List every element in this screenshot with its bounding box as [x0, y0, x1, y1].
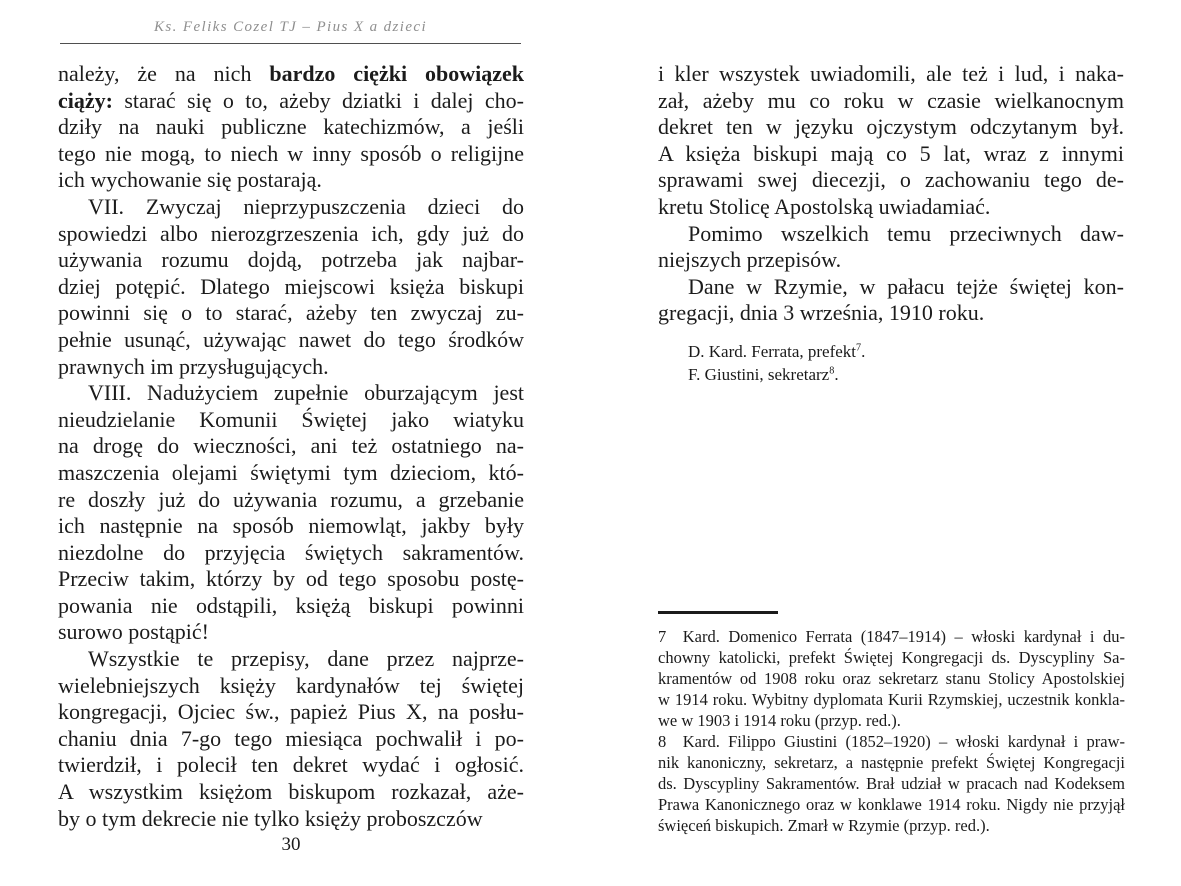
text-line: Wszystkie te przepisy, dane przez najprze-	[88, 646, 524, 672]
text-line: re doszły już do używania rozumu, a grzebanie	[58, 486, 524, 512]
text-line: 7 Kard. Domenico Ferrata (1847–1914) – włoski kardynał i du-	[658, 627, 1125, 646]
text-line: należy, że na nich bardzo ciężki obowiązek	[58, 61, 524, 86]
text-line: nik kanoniczny, sekretarz, a następnie prefekt Świętej Kongregacji	[658, 753, 1125, 772]
text-line: by o tym dekrecie nie tylko księży proboszczów	[58, 805, 483, 831]
text-line: twierdził, i polecił ten dekret wydać i ogłosić.	[58, 752, 524, 778]
text-line: nieudzielanie Komunii Świętej jako wiatyku	[58, 406, 524, 432]
page-number: 30	[281, 834, 301, 855]
text-line: niezdolne do przyjęcia świętych sakramentów.	[58, 539, 524, 565]
text-line: używania rozumu dojdą, potrzeba jak najbar-	[58, 247, 524, 273]
text-line: dekret ten w języku ojczystym odczytanym był.	[658, 114, 1124, 140]
left-text-column	[58, 61, 524, 832]
text-line: zał, ażeby mu co roku w czasie wielkanocnym	[658, 87, 1124, 113]
text-line: kretu Stolicę Apostolską uwiadamiać.	[658, 193, 991, 219]
paragraph	[58, 646, 524, 832]
running-head-title: Ks. Feliks Cozel TJ – Pius X a dzieci	[153, 19, 428, 35]
right-text-column	[658, 61, 1124, 386]
paragraph	[58, 194, 524, 380]
text-line: A wszystkim księżom biskupom rozkazał, aże-	[58, 779, 524, 805]
text-line: ich następnie na sposób niemowląt, jakby były	[58, 513, 524, 539]
text-line: w 1914 roku. Wybitny dyplomata Kurii Rzymskiej, uczestnik konkla-	[658, 690, 1125, 709]
text-line: spowiedzi albo nierozgrzeszenia ich, gdy już do	[58, 220, 524, 246]
text-line: święceń biskupich. Zmarł w Rzymie (przyp. red.).	[658, 816, 990, 835]
text-line: dziły na nauki publiczne katechizmów, a jeśli	[58, 114, 524, 140]
signature-line: D. Kard. Ferrata, prefekt$^7$.	[688, 341, 866, 361]
text-line: dziej potępić. Dlatego miejscowi księża biskupi	[58, 273, 524, 299]
paragraph	[658, 61, 1124, 221]
paragraph	[658, 626, 1125, 731]
paragraph	[58, 380, 524, 646]
text-line: kongregacji, Ojciec św., papież Pius X, na posłu-	[58, 699, 524, 725]
text-line: prawnych im przysługujących.	[58, 353, 329, 379]
text-line: na drogę do wieczności, ani też ostatniego na-	[58, 433, 524, 459]
signature-line: F. Giustini, sekretarz$^8$.	[688, 364, 839, 384]
text-line: surowo postąpić!	[58, 619, 209, 645]
paragraph	[658, 221, 1124, 274]
text-line: tego nie mogą, to niech w inny sposób o religijne	[58, 140, 524, 166]
footnote-rule-divider	[658, 611, 778, 614]
header-rule-divider	[60, 43, 521, 44]
text-line: Pomimo wszelkich temu przeciwnych daw-	[688, 220, 1124, 246]
text-line: maszczenia olejami świętymi tym dzieciom, któ-	[58, 459, 524, 485]
text-line: i kler wszystek uwiadomili, ale też i lud, i naka-	[658, 61, 1124, 86]
text-line: ich wychowanie się postarają.	[58, 167, 322, 193]
text-line: powinni się o to starać, ażeby ten zwyczaj zu-	[58, 300, 524, 326]
text-line: chaniu dnia 7-go tego miesiąca pochwalił i po-	[58, 725, 524, 751]
footnotes-section	[658, 611, 1125, 836]
right-column-paragraphs	[658, 61, 1124, 327]
text-line: niejszych przepisów.	[658, 247, 842, 273]
text-line: Przeciw takim, którzy by od tego sposobu postę-	[58, 566, 524, 592]
text-line: A księża biskupi mają co 5 lat, wraz z innymi	[658, 140, 1124, 166]
signature-block	[658, 340, 1124, 386]
text-line: kramentów od 1908 roku oraz sekretarz stanu Stolicy Apostolskiej	[658, 669, 1125, 688]
text-line: gregacji, dnia 3 września, 1910 roku.	[658, 300, 985, 326]
paragraph	[58, 61, 524, 194]
text-line: wielebniejszych księży kardynałów tej świętej	[58, 672, 524, 698]
text-line: we w 1903 i 1914 roku (przyp. red.).	[658, 711, 901, 730]
text-line: powania nie odstąpili, księżą biskupi powinni	[58, 592, 524, 618]
text-line: Prawa Kanonicznego oraz w konklawe 1914 roku. Nigdy nie przyjął	[658, 795, 1125, 814]
footnote-paragraphs	[658, 626, 1125, 836]
text-line: 8 Kard. Filippo Giustini (1852–1920) – włoski kardynał i praw-	[658, 732, 1125, 751]
text-line: VII. Zwyczaj nieprzypuszczenia dzieci do	[88, 193, 524, 219]
text-line: sprawami swej diecezji, o zachowaniu tego de-	[658, 167, 1124, 193]
paragraph	[658, 274, 1124, 327]
text-line: ciąży: starać się o to, ażeby dziatki i dalej cho-	[58, 87, 524, 113]
text-line: chowny katolicki, prefekt Świętej Kongregacji ds. Dyscypliny Sa-	[658, 648, 1125, 667]
text-line: pełnie usunąć, używając nawet do tego środków	[58, 326, 524, 352]
text-line: Dane w Rzymie, w pałacu tejże świętej kon-	[688, 273, 1124, 299]
text-line: VIII. Nadużyciem zupełnie oburzającym jest	[88, 380, 524, 406]
paragraph	[658, 731, 1125, 836]
text-line: ds. Dyscypliny Sakramentów. Brał udział w pracach nad Kodeksem	[658, 774, 1125, 793]
